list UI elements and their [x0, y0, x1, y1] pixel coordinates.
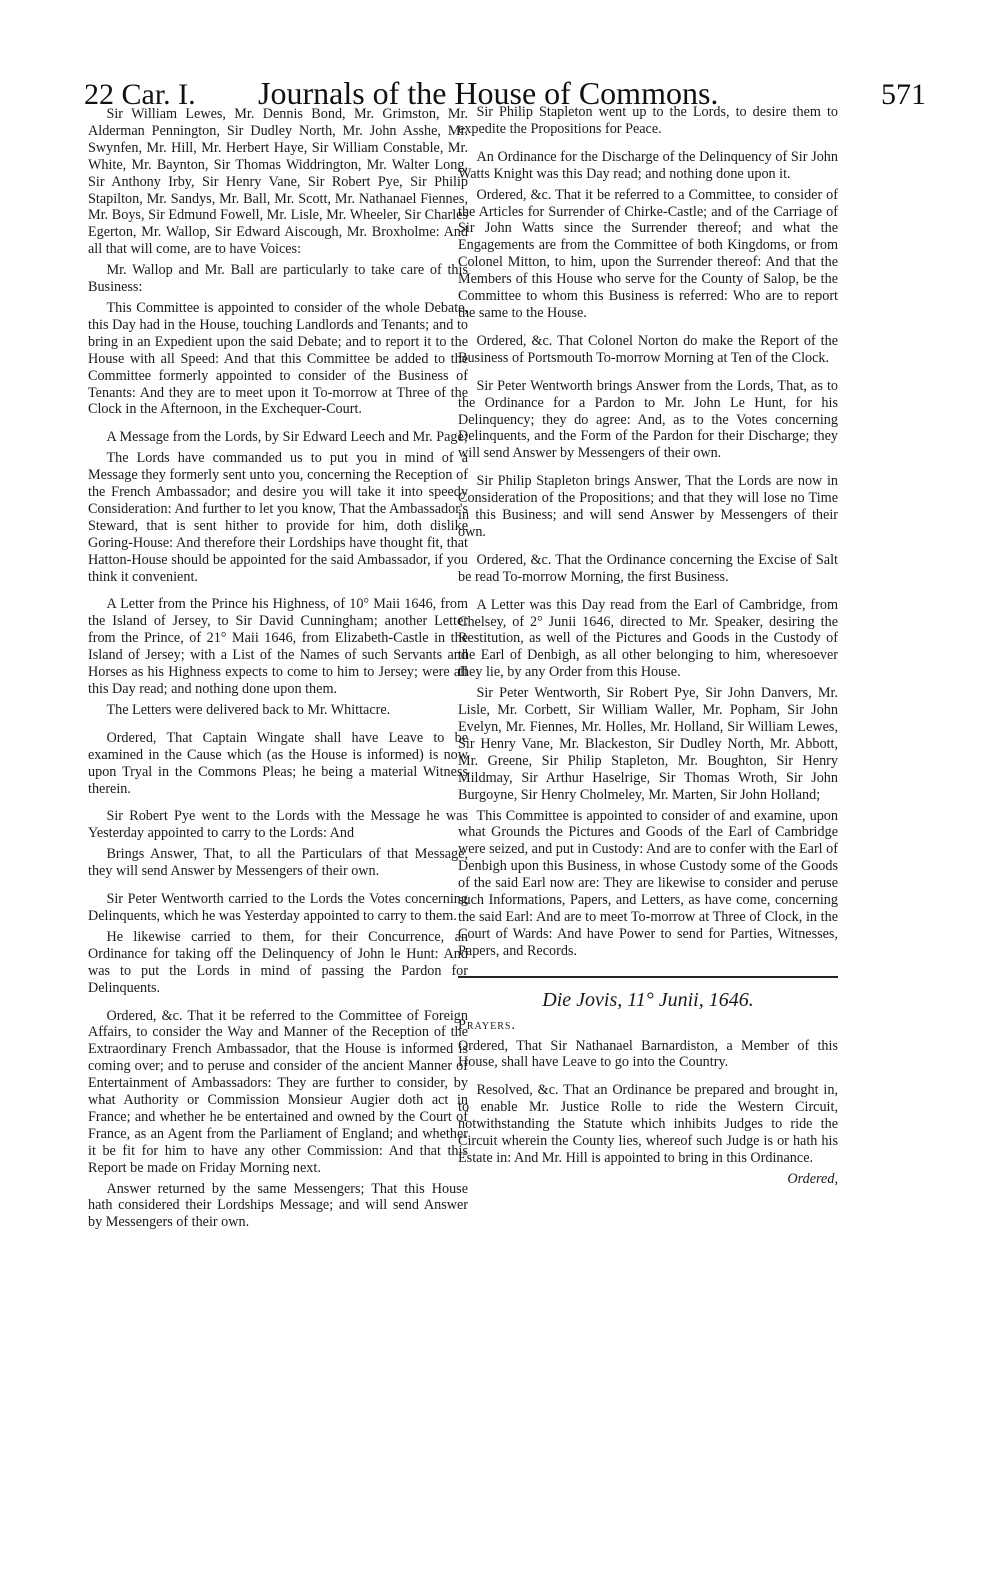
prayers-heading: Prayers. — [458, 1016, 516, 1033]
running-title: Journals of the House of Commons. — [258, 75, 719, 111]
paragraph: A Message from the Lords, by Sir Edward Leech and Mr. Page; — [106, 429, 468, 446]
catchword: Ordered, — [787, 1170, 838, 1187]
paragraph: Sir Philip Stapleton brings Answer, That the Lords are now in Consideration of the Propositions; and that they will lose no Time in this Business; and will send Answer by Messengers of their own. — [458, 473, 838, 540]
paragraph: This Committee is appointed to consider of and examine, upon what Grounds the Pictures and Goods of the Earl of Cambridge were seized, and put in Custody: And are to confer with the Earl of Denbigh upon this Business, in whose Custody some of the Goods of the said Earl now are: They are likewise to consider and peruse such Informations, Papers, and Letters, as have come, concerning the said Earl: And are to meet To-morrow at Three of Clock, in the Court of Wards: And have Power to send for Parties, Witnesses, Papers, and Records. — [458, 807, 838, 959]
paragraph: An Ordinance for the Discharge of the Delinquency of Sir John Watts Knight was this Day read; and nothing done upon it. — [458, 148, 838, 182]
paragraph: He likewise carried to them, for their Concurrence, an Ordinance for taking off the Delinquency of John le Hunt: And was to put the Lords in mind of passing the Pardon for Delinquents. — [88, 928, 468, 996]
paragraph: The Letters were delivered back to Mr. Whittacre. — [106, 701, 391, 718]
paragraph: Ordered, &c. That it be referred to the Committee of Foreign Affairs, to consider the Way and Manner of the Reception of the Extraordinary French Ambassador, that the House is informed is coming over; and to peruse and consider of the ancient Manner of Entertainment of Ambassadors: They are further to consider, by what Authority or Commission Monsieur Augier doth act in France; and whether he be entertained and owned by the Court of France, as an Agent from the Parliament of England; and whether it be fit for him to have any other Commission: And that this Report be made on Friday Morning next. — [88, 1007, 468, 1176]
date-heading: Die Jovis, 11° Junii, 1646. — [542, 988, 754, 1011]
paragraph: Ordered, That Sir Nathanael Barnardiston, a Member of this House, shall have Leave to go into the Country. — [458, 1037, 838, 1071]
paragraph: Sir Philip Stapleton went up to the Lords, to desire them to expedite the Propositions for Peace. — [458, 104, 838, 137]
paragraph: Ordered, That Captain Wingate shall have Leave to be examined in the Cause which (as the House is informed) is now upon Tryal in the Commons Pleas; he being a material Witness therein. — [88, 729, 468, 797]
section-divider — [458, 976, 838, 978]
page-number: 571 — [881, 78, 926, 111]
left-column — [88, 106, 468, 1235]
paragraph: Ordered, &c. That the Ordinance concerning the Excise of Salt be read To-morrow Morning, the first Business. — [458, 551, 838, 585]
paragraph: Sir Peter Wentworth, Sir Robert Pye, Sir John Danvers, Mr. Lisle, Mr. Corbett, Sir William Waller, Mr. Popham, Sir John Evelyn, Mr. Fiennes, Mr. Holles, Mr. Holland, Sir William Lewes, Sir Henry Vane, Mr. Blackeston, Sir Dudley North, Mr. Abbott, Mr. Greene, Sir Philip Stapleton, Mr. Boughton, Sir Henry Mildmay, Sir Arthur Haselrige, Sir Thomas Wroth, Sir John Burgoyne, Sir Henry Cholmeley, Mr. Marten, Sir John Holland; — [458, 685, 838, 803]
paragraph: The Lords have commanded us to put you in mind of a Message they formerly sent unto you, concerning the Reception of the French Ambassador; and desire you will take it into speedy Consideration: And further to let you know, That the Ambassador's Steward, that is sent hither to provide for him, doth dislike Goring-House: And therefore their Lordships have thought fit, that Hatton-House should be appointed for the said Ambassador, if you think it convenient. — [88, 450, 468, 585]
paragraph: Sir Robert Pye went to the Lords with the Message he was Yesterday appointed to carry to the Lords: And — [88, 808, 468, 842]
paragraph: A Letter from the Prince his Highness, of 10° Maii 1646, from the Island of Jersey, to Sir David Cunningham; another Letter from the Prince, of 21° Maii 1646, from Elizabeth-Castle in the Island of Jersey; with a List of the Names of such Servants and Horses as his Highness expects to come to him to Jersey; were all this Day read; and nothing done upon them. — [88, 596, 468, 697]
paragraph: This Committee is appointed to consider of the whole Debate, this Day had in the House, touching Landlords and Tenants; and to bring in an Expedient upon the said Debate; and to report it to the House with all Speed: And that this Committee be added to the Committee formerly appointed to consider of the Business of Tenants: And they are to meet upon it To-morrow at Three of the Clock in the Afternoon, in the Exchequer-Court. — [88, 299, 468, 418]
paragraph: A Letter was this Day read from the Earl of Cambridge, from Chelsey, of 2° Junii 1646, directed to Mr. Speaker, desiring the Restitution, as well of the Pictures and Goods in the Custody of the Earl of Denbigh, as all other belonging to him, wheresoever they lie, by any Order from this House. — [458, 596, 838, 681]
regnal-year: 22 Car. I. — [84, 78, 196, 111]
paragraph: Answer returned by the same Messengers; That this House hath considered their Lordships Message; and will send Answer by Messengers of their own. — [88, 1180, 468, 1231]
paragraph: Mr. Wallop and Mr. Ball are particularly to take care of this Business: — [88, 262, 468, 296]
paragraph: Sir Peter Wentworth carried to the Lords the Votes concerning Delinquents, which he was Yesterday appointed to carry to them. — [88, 891, 468, 924]
paragraph: Sir William Lewes, Mr. Dennis Bond, Mr. Grimston, Mr. Alderman Pennington, Sir Dudley North, Mr. John Asshe, Mr. Swynfen, Mr. Hill, Mr. Herbert Haye, Sir William Constable, Mr. White, Mr. Baynton, Sir Thomas Widdrington, Mr. Walter Long, Sir Anthony Irby, Sir Henry Vane, Sir Robert Pye, Sir Philip Stapilton, Mr. Sandys, Mr. Ball, Mr. Scott, Mr. Nathanael Fiennes, Mr. Boys, Sir Edmund Fowell, Mr. Lisle, Mr. Wheeler, Sir Charles Egerton, Mr. Wallop, Sir Edward Aiscough, Mr. Broxholme: And all that will come, are to have Voices: — [88, 106, 468, 258]
paragraph: Ordered, &c. That it be referred to a Committee, to consider of the Articles for Surrender of Chirke-Castle; and of the Carriage of Sir John Watts since the Surrender thereof; and what the Engagements are from the Committee of both Kingdoms, or from Colonel Mitton, to him, upon the Surrender thereof: And that the Members of this House who serve for the County of Salop, be the Committee to whom this Business is referred: Who are to report the same to the House. — [458, 186, 838, 321]
paragraph: Ordered, &c. That Colonel Norton do make the Report of the Business of Portsmouth To-morrow Morning at Ten of the Clock. — [458, 332, 838, 366]
right-column — [458, 104, 838, 1188]
paragraph: Brings Answer, That, to all the Particulars of that Message, they will send Answer by Messengers of their own. — [88, 846, 468, 880]
paragraph: Sir Peter Wentworth brings Answer from the Lords, That, as to the Ordinance for a Pardon to Mr. John Le Hunt, for his Delinquency; they do agree: And, as to the Votes concerning Delinquents, and the Form of the Pardon for their Discharge; they will send Answer by Messengers of their own. — [458, 377, 838, 462]
paragraph: Resolved, &c. That an Ordinance be prepared and brought in, to enable Mr. Justice Rolle to ride the Western Circuit, notwithstanding the Statute which inhibits Judges to ride the Circuit wherein the County lies, whereof such Judge is or hath his Estate in: And Mr. Hill is appointed to bring in this Ordinance. — [458, 1082, 838, 1166]
